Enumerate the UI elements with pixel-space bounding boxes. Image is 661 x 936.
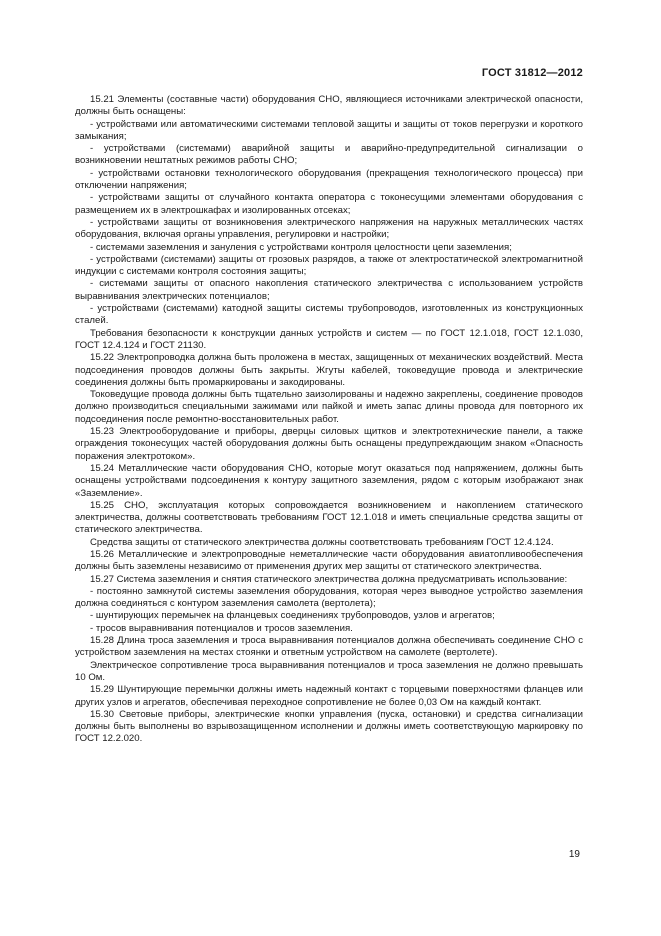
paragraph: - системами защиты от опасного накопления статического электричества с использованием устройств выравнивания электрических потенциалов; <box>75 278 583 302</box>
paragraph: Средства защиты от статического электричества должны соответствовать требованиям ГОСТ 12.4.124. <box>90 536 554 548</box>
paragraph: - устройствами (системами) защиты от грозовых разрядов, а также от электростатической электромагнитной индукции с системами контроля состояния защиты; <box>75 253 583 278</box>
paragraph: 15.30 Световые приборы, электрические кнопки управления (пуска, остановки) и средства сигнализации должны быть выполнены во взрывозащищенном исполнении и должны иметь соответствующую маркировку по ГОСТ 12.2.020. <box>75 708 583 745</box>
paragraph: - устройствами остановки технологического оборудования (прекращения технологического процесса) при отключении напряжения; <box>75 167 583 192</box>
paragraph: - устройствами защиты от случайного контакта оператора с токонесущими элементами оборудования с размещением их в электрошкафах и изолированных отсеках; <box>75 192 583 216</box>
paragraph: 15.27 Система заземления и снятия статического электричества должна предусматривать использование: <box>90 573 568 585</box>
paragraph: - устройствами (системами) аварийной защиты и аварийно-предупредительной сигнализации о возникновении нештатных режимов работы СНО; <box>75 143 583 167</box>
paragraph: - устройствами или автоматическими системами тепловой защиты и защиты от токов перегрузки и короткого замыкания; <box>75 118 583 142</box>
paragraph: 15.23 Электрооборудование и приборы, дверцы силовых щитков и электротехнические панели, а также ограждения токонесущих частей оборудования должны быть оснащены предупреждающим знаком «Опасность поражения электротоком». <box>75 426 583 462</box>
paragraph: 15.24 Металлические части оборудования СНО, которые могут оказаться под напряжением, должны быть оснащены устройствами подсоединения к контуру защитного заземления, рядом с которым изображают знак «Заземление». <box>75 462 583 499</box>
paragraph: - шунтирующих перемычек на фланцевых соединениях трубопроводов, узлов и агрегатов; <box>90 610 495 622</box>
paragraph: 15.28 Длина троса заземления и троса выравнивания потенциалов должна обеспечивать соединение СНО с устройством заземления на местах стоянки и ответным устройством на самолете (вертолете). <box>75 635 583 659</box>
paragraph: - постоянно замкнутой системы заземления оборудования, которая через выводное устройство заземления должна соединяться с контуром заземления самолета (вертолета); <box>75 585 583 610</box>
paragraph: 15.21 Элементы (составные части) оборудования СНО, являющиеся источниками электрической опасности, должны быть оснащены: <box>75 94 583 118</box>
paragraph: 15.29 Шунтирующие перемычки должны иметь надежный контакт с торцевыми поверхностями фланцев или других узлов и агрегатов, обеспечивая переходное сопротивление не более 0,03 Ом на каждый контакт. <box>75 684 583 708</box>
paragraph: - устройствами (системами) катодной защиты системы трубопроводов, изготовленных из конструкционных сталей. <box>75 303 583 327</box>
paragraph: Требования безопасности к конструкции данных устройств и систем — по ГОСТ 12.1.018, ГОСТ 12.1.030, ГОСТ 12.4.124 и ГОСТ 21130. <box>75 327 583 351</box>
paragraph: Электрическое сопротивление троса выравнивания потенциалов и троса заземления не должно превышать 10 Ом. <box>75 659 583 683</box>
paragraph: - устройствами защиты от возникновения электрического напряжения на наружных металлических частях оборудования, включая органы управления, регулировки и настройки; <box>75 216 583 241</box>
page-number: 19 <box>568 849 580 860</box>
paragraph: 15.26 Металлические и электропроводные неметаллические части оборудования авиатопливообеспечения должны быть заземлены независимо от применения других мер защиты от статического электричества. <box>75 548 583 573</box>
paragraph: - тросов выравнивания потенциалов и тросов заземления. <box>90 622 353 634</box>
document-body <box>75 94 583 746</box>
standard-header: ГОСТ 31812—2012 <box>481 67 583 79</box>
paragraph: 15.25 СНО, эксплуатация которых сопровождается возникновением и накоплением статического электричества, должны соответствовать требованиям ГОСТ 12.1.018 и иметь специальные средства защиты от статического электричества. <box>75 499 583 536</box>
paragraph: - системами заземления и зануления с устройствами контроля целостности цепи заземления; <box>90 241 512 253</box>
paragraph: Токоведущие провода должны быть тщательно заизолированы и надежно закреплены, соединение проводов должно производиться специальными зажимами или пайкой и иметь запас длины провода для повторного их подсоединения после ремонтно-восстановительных работ. <box>75 389 583 425</box>
paragraph: 15.22 Электропроводка должна быть проложена в местах, защищенных от механических воздействий. Места подсоединения проводов должны быть закрыты. Жгуты кабелей, токоведущие провода и электрические соединения должны быть промаркированы и закодированы. <box>75 352 583 388</box>
